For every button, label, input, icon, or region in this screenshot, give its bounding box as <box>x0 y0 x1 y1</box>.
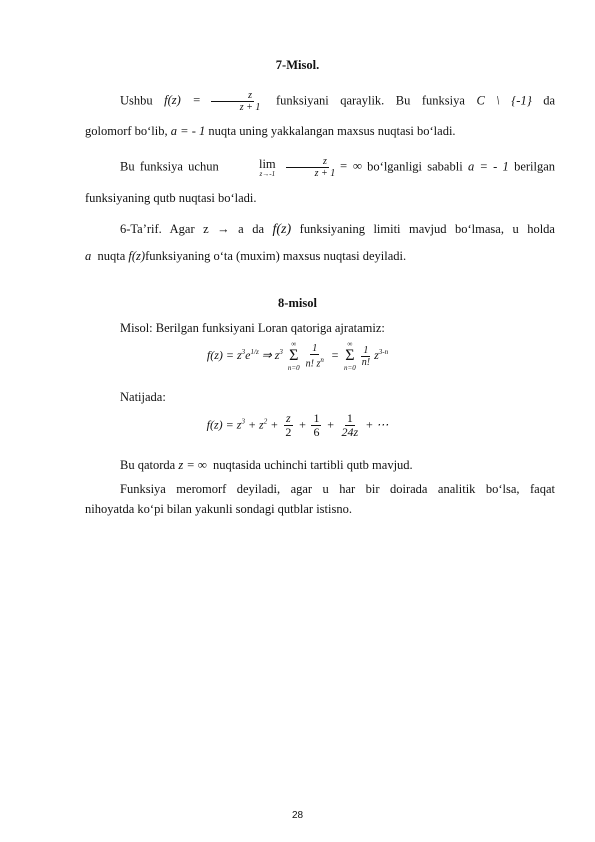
formula-result-series: $f(z) = z^3 + z^2$ + $\frac{z}{2}$ + $\frac{1}{6}$ + $\frac{1}{24z}$ + ⋯ <box>206 411 389 439</box>
paragraph-meromorf-line2: nihoyatda ko‘pi bilan yakunli sondagi qutblar istisno. <box>85 502 352 516</box>
paragraph-golomorf: golomorf bo‘lib, a = - 1 nuqta uning yakkalangan maxsus nuqtasi bo‘ladi. <box>85 124 456 138</box>
text: Ushbu <box>120 93 153 108</box>
heading-misol-8: 8-misol <box>278 296 317 310</box>
paragraph-result: Bu qatorda z = ∞ nuqtasida uchinchi tartibli qutb mavjud. <box>120 458 413 472</box>
formula-domain: C \ {-1} <box>476 93 532 108</box>
formula-z-infinity: z = ∞ <box>178 458 207 472</box>
heading-misol-7: 7-Misol. <box>275 58 320 72</box>
paragraph-limit: Bu funksiya uchun lim z→-1 $\frac{z}{z + 1}$ = ∞ bo‘lganligi sababli a = - 1 berilgan <box>120 156 556 179</box>
paragraph-natijada: Natijada: <box>120 390 166 404</box>
formula-a: a = - 1 <box>170 124 206 138</box>
formula-fz: f(z) <box>272 222 292 237</box>
definition-6-line2: a nuqta f(z)funksiyaning o‘ta (muxim) maxsus nuqtasi deyiladi. <box>85 249 407 263</box>
paragraph-misol: Misol: Berilgan funksiyani Loran qatoriga ajratamiz: <box>120 321 385 335</box>
page-number: 28 <box>291 810 304 821</box>
formula-fz: f(z) <box>128 249 146 263</box>
formula-limit: lim z→-1 $\frac{z}{z + 1}$ = ∞ <box>258 156 362 179</box>
paragraph-ushbu <box>85 90 555 113</box>
formula-a: a = - 1 <box>467 159 509 174</box>
text: funksiyani qaraylik. Bu funksiya <box>275 93 465 108</box>
formula-laurent-expansion: $f(z) = z^3e^{1/z}$ ⇒ $z^3$ ∞ Σ n=0 $\frac{1}{n! z^n}$ = ∞ Σ n=0 $\frac{1}{n!}$ $z^{3-n}$ <box>206 340 389 372</box>
paragraph-meromorf-line1: Funksiya meromorf deyiladi, agar u har bir doirada analitik bo‘lsa, faqat <box>120 482 555 496</box>
formula-fz: f(z) = $\frac{z}{z + 1}$ <box>164 90 261 113</box>
definition-6: 6-Ta’rif. Agar z → a da f(z) funksiyaning limiti mavjud bo‘lmasa, u holda <box>120 222 555 237</box>
paragraph-qutb: funksiyaning qutb nuqtasi bo‘ladi. <box>85 191 257 205</box>
text: da <box>543 93 556 108</box>
